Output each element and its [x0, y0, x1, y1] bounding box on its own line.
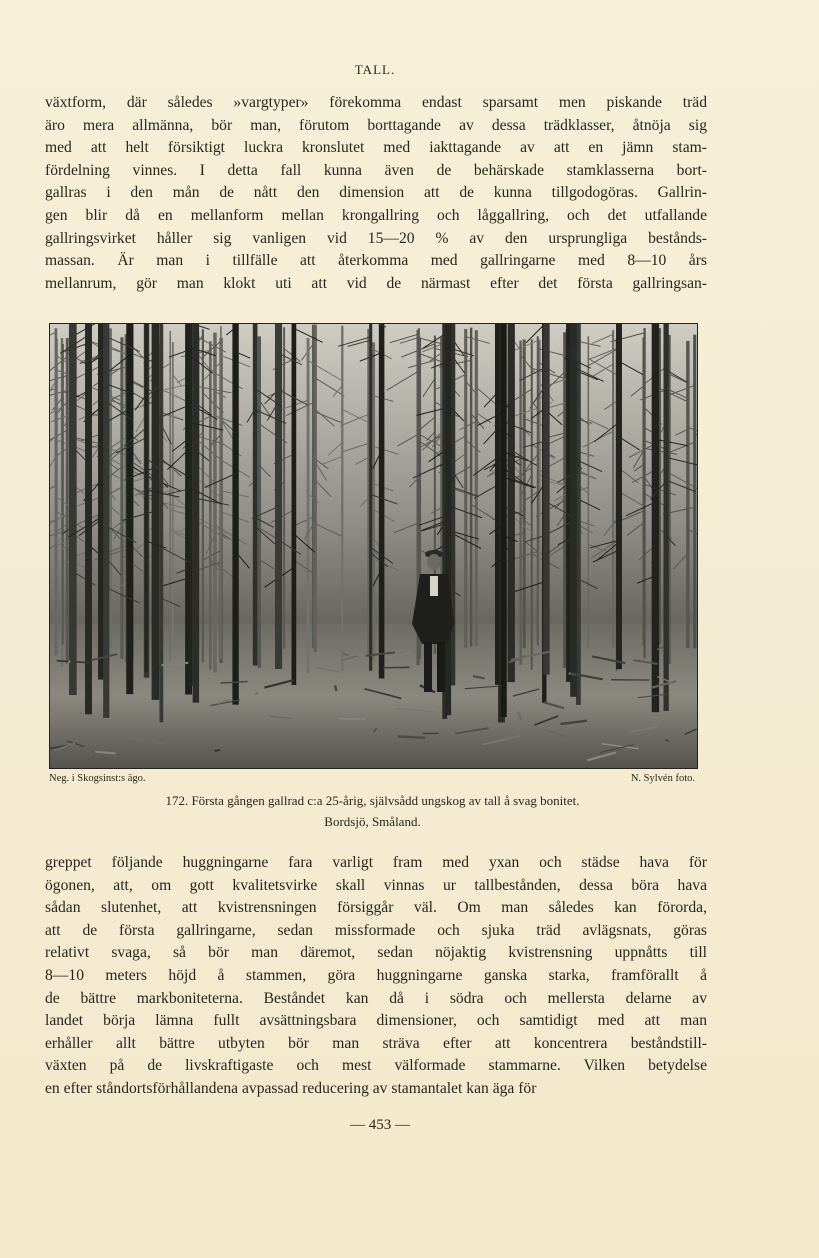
tree-trunk [169, 331, 171, 662]
photo-credit-right: N. Sylvén foto. [630, 773, 695, 784]
tree-trunk [612, 330, 614, 648]
tree-trunk [501, 324, 507, 717]
tree-trunk [445, 324, 451, 715]
text-line: en efter ståndortsförhållandena avpassad reducering av stamantalet kan äga för [45, 1079, 537, 1097]
tree-trunk [464, 329, 467, 648]
tree-trunk [686, 341, 689, 648]
tree-trunk [341, 326, 343, 671]
tree-trunk [193, 324, 199, 703]
text-line: erhåller allt bättre utbyten bör man sträva efter att koncentrera beståndstill- [45, 1034, 707, 1052]
text-line: greppet följande huggningarne fara varligt fram med yxan och städse hava för [45, 854, 707, 871]
tree-trunk [66, 338, 69, 664]
photo-credit-left: Neg. i Skogsinst:s ägo. [49, 773, 146, 784]
tree-trunk [563, 332, 566, 668]
tree-trunk [652, 324, 659, 712]
tree-trunk [85, 324, 92, 714]
tree-trunk [126, 324, 133, 694]
tree-trunk [519, 341, 521, 665]
paragraph-top [45, 92, 707, 295]
tree-trunk [588, 336, 590, 648]
text-line: mellanrum, gör man klokt uti att vid de närmast efter det första gallringsan- [45, 274, 707, 292]
tree-trunk [495, 324, 499, 685]
running-header: TALL. [354, 62, 396, 77]
tree-trunk [314, 325, 317, 653]
tree-trunk [145, 324, 148, 672]
tree-trunk [570, 324, 577, 697]
tree-trunk [508, 324, 515, 682]
forest-photo-illustration [50, 324, 697, 768]
tree-trunk [98, 324, 103, 680]
tree-trunk [369, 324, 372, 671]
tree-trunk [55, 328, 58, 655]
text-line: äro mera allmänna, bör man, förutom borttagande av dessa trädklasser, åtnöja sig [45, 116, 707, 134]
text-line: med att helt försiktigt luckra kronslutet med iakttagande av att en jämn stam- [45, 139, 707, 157]
ground-debris [215, 750, 221, 751]
tree-trunk [209, 341, 212, 669]
tree-trunk [202, 329, 204, 662]
forest-photo [49, 323, 698, 769]
tree-trunk [537, 336, 539, 645]
text-line: gallras i den mån de nått den dimension att de kunna tillgodogöras. Gallrin- [45, 184, 707, 202]
tree-trunk [531, 339, 533, 669]
tree-trunk [283, 327, 285, 648]
tree-trunk [643, 328, 645, 658]
text-line: relativt svaga, så bör man däremot, sedan nöjaktig kvistrensning uppnåtts till [45, 944, 707, 962]
ground-debris [335, 685, 336, 691]
text-line: massan. Är man i tillfälle att återkomma med gallringarne med 8—10 års [45, 252, 707, 270]
text-line: växten på de livskraftigaste och mest välformade stammarne. Vilken betydelse [45, 1057, 707, 1075]
text-line: växtform, där således »vargtyper» förekomma endast sparsamt men piskande träd [45, 94, 707, 111]
tree-trunk [379, 324, 385, 678]
figure-caption-location: Bordsjö, Småland. [324, 814, 421, 829]
text-line: landet börja lämna fullt avsättningsbara dimensioner, och samtidigt med att man [45, 1012, 707, 1030]
tree-trunk [663, 324, 668, 711]
tree-trunk [120, 337, 123, 659]
text-line: sådan slutenhet, att kvistrensningen försiggår väl. Om man således kan förorda, [45, 899, 707, 917]
figure-caption: 172. Första gången gallrad c:a 25-årig, självsådd ungskog av tall å svag bonitet. [165, 793, 580, 808]
tree-trunk [69, 324, 77, 695]
tree-trunk [470, 328, 472, 647]
tree-trunk [523, 340, 526, 649]
tree-trunk [367, 329, 369, 657]
paragraph-bottom [45, 852, 707, 1101]
tree-trunk [253, 324, 258, 666]
ground-debris [398, 736, 425, 737]
text-line: gen blir då en mellanform mellan krongallring och låggallring, och det utfallande [45, 206, 707, 224]
tree-trunk [372, 342, 375, 660]
text-line: gallringsvirket håller sig vanligen vid 15—20 % av den ursprungliga bestånds- [45, 229, 707, 247]
text-line: fördelning vinnes. I detta fall kunna även de behärskade stamklasserna bort- [45, 161, 707, 179]
text-line: 8—10 meters höjd å stammen, göra huggningarne ganska starka, framförallt å [45, 966, 707, 984]
tree-trunk [172, 342, 174, 646]
tree-trunk [258, 336, 261, 667]
tree-trunk [188, 324, 192, 686]
tree-trunk [103, 324, 109, 718]
tree-trunk [232, 324, 238, 705]
tree-trunk [616, 324, 622, 669]
tree-trunk [659, 328, 661, 644]
page-number: — 453 — [350, 1117, 410, 1133]
tree-trunk [62, 344, 64, 644]
tree-trunk [159, 324, 163, 722]
tree-trunk [292, 324, 297, 685]
text-line: ögonen, att, om gott kvalitetsvirke skall vinnas ur tallbestånden, dessa böra hava [45, 876, 707, 894]
tree-trunk [475, 330, 478, 646]
text-line: de bättre markboniteterna. Beståndet kan då i södra och mellersta delarne av [45, 989, 707, 1007]
tree-trunk [275, 324, 282, 669]
tree-trunk [220, 326, 222, 659]
tree-trunk [307, 338, 310, 673]
text-line: att de första gallringarne, sedan missformade och sjuka träd avlägsnats, göras [45, 921, 707, 939]
tree-trunk [543, 324, 549, 675]
